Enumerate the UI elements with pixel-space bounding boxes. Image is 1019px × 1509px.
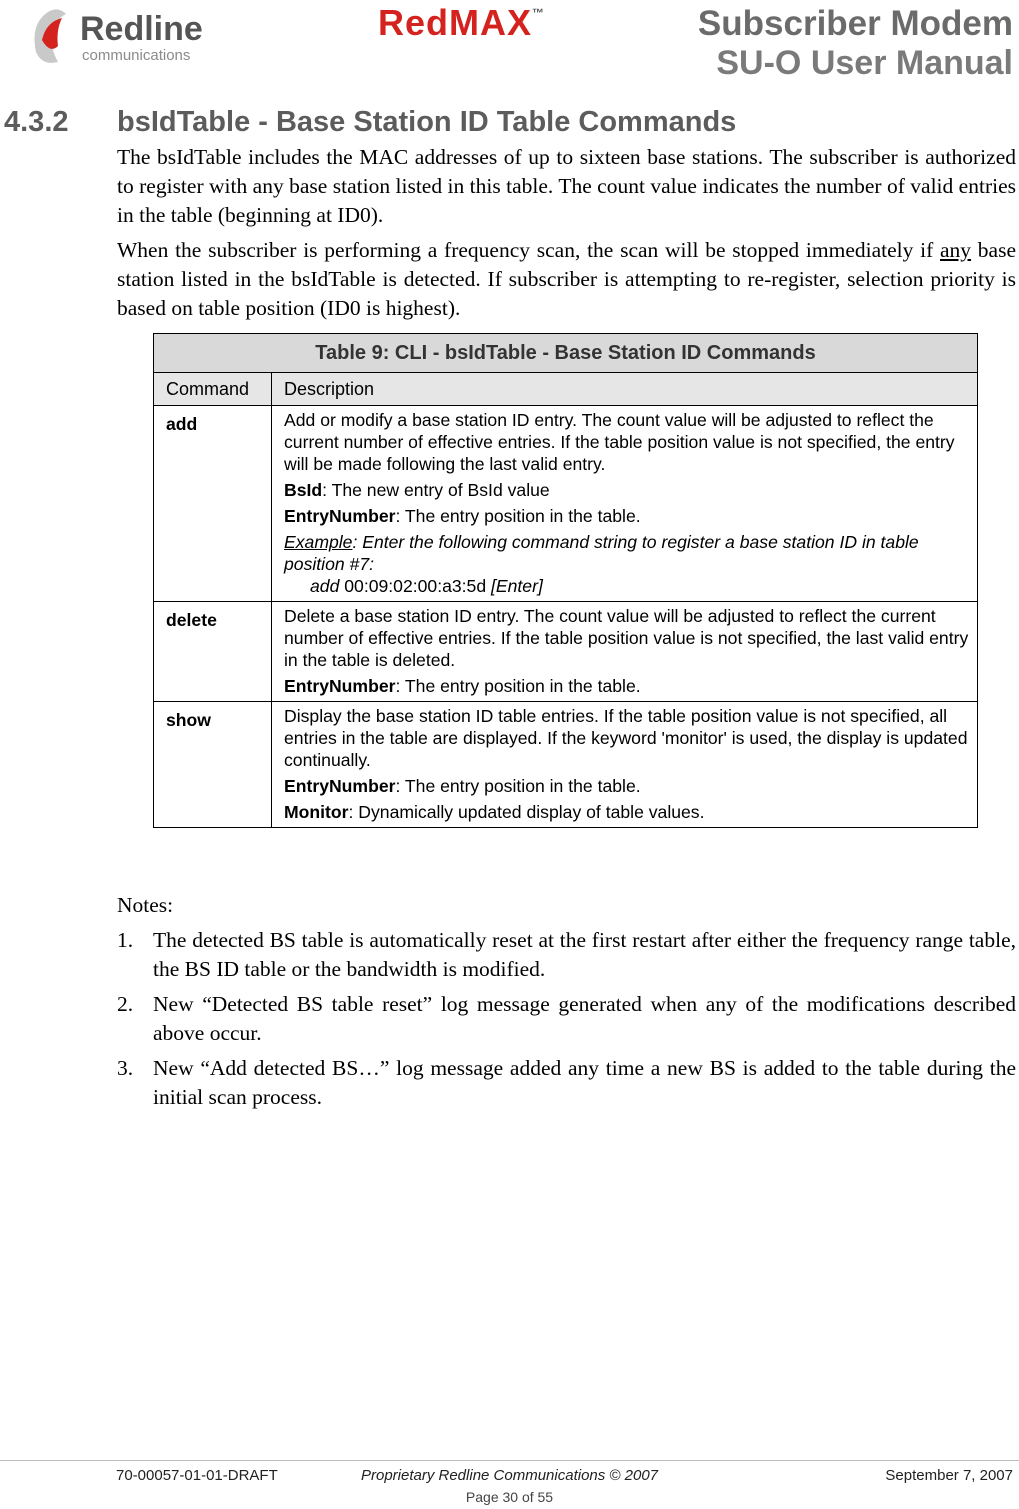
description-delete (272, 602, 978, 702)
product-brand (378, 2, 545, 44)
table-caption: Table 9: CLI - bsIdTable - Base Station ID Commands (154, 334, 978, 373)
param-text: : The new entry of BsId value (322, 480, 550, 500)
show-param-entrynumber (284, 775, 971, 797)
notes-list (117, 926, 1016, 1118)
note-number: 3. (117, 1056, 134, 1080)
note-text: The detected BS table is automatically reset at the first restart after either the frequency range table, the BS ID table or the bandwidth is modified. (153, 928, 1016, 981)
intro-paragraph: The bsIdTable includes the MAC addresses of up to sixteen base stations. The subscriber is authorized to register with any base station listed in this table. The count value indicates the number of valid entries in the table (beginning at ID0). (117, 145, 1016, 227)
add-example (284, 531, 971, 575)
scan-text-a: When the subscriber is performing a frequency scan, the scan will be stopped immediately if (117, 238, 940, 262)
logo-wordmark: Redline (80, 10, 203, 48)
add-param-bsid (284, 479, 971, 501)
add-param-entrynumber (284, 505, 971, 527)
description-show (272, 702, 978, 828)
title-line-1: Subscriber Modem (697, 4, 1013, 43)
param-name: Monitor (284, 802, 349, 822)
page-number: Page 30 of 55 (465, 1489, 554, 1505)
command-show: show (154, 702, 272, 828)
show-param-monitor (284, 801, 971, 823)
example-label: Example (284, 532, 353, 552)
table-row (154, 406, 978, 602)
column-header-description: Description (272, 373, 978, 406)
add-example-command (284, 575, 971, 597)
scan-text-emphasis: any (940, 238, 972, 262)
footer-date: September 7, 2007 (885, 1467, 1013, 1484)
command-delete: delete (154, 602, 272, 702)
trademark: ™ (532, 6, 546, 20)
param-text: : The entry position in the table. (395, 506, 641, 526)
note-number: 2. (117, 992, 134, 1016)
footer-doc-id: 70-00057-01-01-DRAFT (116, 1467, 278, 1484)
note-text: New “Detected BS table reset” log message generated when any of the modifications described above occur. (153, 992, 1016, 1045)
note-number: 1. (117, 928, 134, 952)
example-cmd: add (310, 576, 340, 596)
section-title: bsIdTable - Base Station ID Table Commands (117, 106, 737, 138)
list-item (117, 1054, 1016, 1112)
logo-subtitle: communications (82, 47, 191, 64)
example-text: : Enter the following command string to register a base station ID in table position #7: (284, 532, 919, 574)
scan-text-b: base station listed in the bsIdTable is detected. If subscriber is attempting to re-register, selection priority is based on table position (ID0 is highest). (117, 238, 1016, 320)
brand-red: Red (378, 2, 450, 43)
add-description-text: Add or modify a base station ID entry. The count value will be adjusted to reflect the current number of effective entries. If the table position value is not specified, the entry will be made following the last valid entry. (284, 410, 955, 474)
delete-description-text: Delete a base station ID entry. The count value will be adjusted to reflect the current number of effective entries. If the table position value is not specified, the last valid entry in the table is deleted. (284, 606, 969, 670)
notes-label: Notes: (117, 893, 174, 917)
title-line-2: SU-O User Manual (716, 44, 1013, 82)
show-description-text: Display the base station ID table entries. If the table position value is not specified, all entries in the table are displayed. If the keyword 'monitor' is used, the display is updated continually. (284, 706, 968, 770)
param-text: : The entry position in the table. (395, 676, 641, 696)
scan-paragraph (117, 236, 1016, 323)
table-header-row (154, 373, 978, 406)
example-arg: 00:09:02:00:a3:5d (339, 576, 491, 596)
note-text: New “Add detected BS…” log message added any time a new BS is added to the table during the initial scan process. (153, 1056, 1016, 1109)
list-item (117, 926, 1016, 984)
param-name: EntryNumber (284, 676, 396, 696)
param-name: BsId (284, 480, 323, 500)
brand-max: MAX (449, 2, 533, 43)
list-item (117, 990, 1016, 1048)
column-header-command: Command (154, 373, 272, 406)
document-title (698, 4, 1013, 82)
section-number: 4.3.2 (4, 106, 69, 138)
commands-table (153, 333, 978, 828)
param-text: : The entry position in the table. (395, 776, 641, 796)
table-row (154, 602, 978, 702)
command-add: add (154, 406, 272, 602)
delete-param-entrynumber (284, 675, 971, 697)
description-add (272, 406, 978, 602)
param-name: EntryNumber (284, 506, 396, 526)
param-text: : Dynamically updated display of table values. (348, 802, 705, 822)
param-name: EntryNumber (284, 776, 396, 796)
redline-logo (28, 4, 243, 74)
example-enter: [Enter] (491, 576, 543, 596)
footer-divider (0, 1460, 1019, 1461)
section-heading (4, 106, 736, 139)
table-row (154, 702, 978, 828)
footer-proprietary: Proprietary Redline Communications © 2007 (360, 1467, 659, 1484)
page-header (0, 0, 1019, 90)
